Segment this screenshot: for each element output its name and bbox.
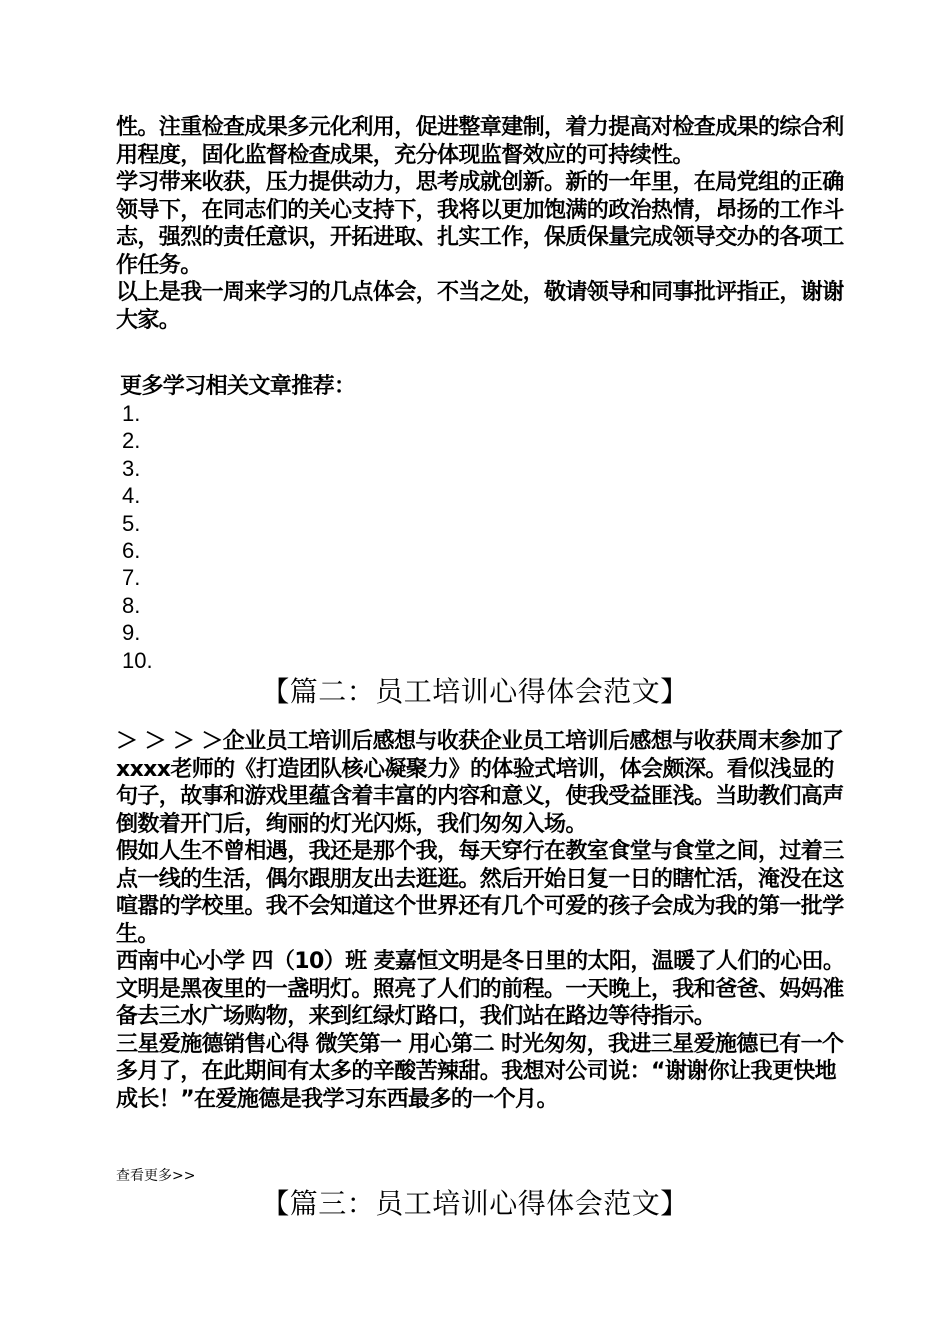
intro-paragraph: 以上是我一周来学习的几点体会，不当之处，敬请领导和同事批评指正，谢谢大家。 [116, 280, 844, 333]
list-item[interactable]: 10. [122, 647, 153, 673]
section-two-paragraph: 西南中心小学 四（10）班 麦嘉恒文明是冬日里的太阳，温暖了人们的心田。文明是黑夜里的一盏明灯。照亮了人们的前程。一天晚上，我和爸爸、妈妈准备去三水广场购物，来到红绿灯路口，我们站在路边等待指示。 [116, 949, 845, 1029]
more-articles-list [122, 400, 153, 674]
intro-text-block [116, 114, 851, 334]
list-item[interactable]: 2. [122, 428, 141, 454]
section-two-paragraph: 假如人生不曾相遇，我还是那个我，每天穿行在教室食堂与食堂之间，过着三点一线的生活，偶尔跟朋友出去逛逛。然后开始日复一日的瞎忙活，淹没在这喧嚣的学校里。我不会知道这个世界还有几个可爱的孩子会成为我的第一批学生。 [116, 839, 844, 947]
list-item[interactable]: 6. [122, 538, 141, 564]
intro-paragraph: 性。注重检查成果多元化利用，促进整章建制，着力提高对检查成果的综合利用程度，固化监督检查成果，充分体现监督效应的可持续性。 [116, 115, 844, 168]
section-two-title: 【篇二：员工培训心得体会范文】 [261, 675, 689, 708]
section-two-paragraph: 三星爱施德销售心得 微笑第一 用心第二 时光匆匆，我进三星爱施德已有一个多月了，在此期间有太多的辛酸苦辣甜。我想对公司说：“谢谢你让我更快地成长！”在爱施德是我学习东西最多的一个月。 [116, 1031, 844, 1112]
list-item[interactable]: 7. [122, 565, 141, 591]
list-item[interactable]: 8. [122, 592, 141, 618]
view-more-link[interactable]: 查看更多>> [116, 1168, 196, 1184]
section-three-title: 【篇三：员工培训心得体会范文】 [261, 1187, 689, 1220]
section-two-body [116, 728, 851, 1113]
list-item[interactable]: 1. [122, 401, 141, 426]
list-item[interactable]: 5. [122, 510, 141, 536]
list-item[interactable]: 3. [122, 455, 141, 481]
intro-paragraph: 学习带来收获，压力提供动力，思考成就创新。新的一年里，在局党组的正确领导下，在同志们的关心支持下，我将以更加饱满的政治热情，昂扬的工作斗志，强烈的责任意识，开拓进取、扎实工作，保质保量完成领导交办的各项工作任务。 [116, 170, 844, 278]
list-item[interactable]: 9. [122, 620, 141, 646]
more-articles-heading: 更多学习相关文章推荐： [120, 374, 356, 399]
section-two-paragraph: ＞ ＞ ＞ ＞企业员工培训后感想与收获企业员工培训后感想与收获周末参加了xxxx老师的《打造团队核心凝聚力》的体验式培训，体会颇深。看似浅显的句子，故事和游戏里蕴含着丰富的内容和意义，使我受益匪浅。当助教们高声倒数着开门后，绚丽的灯光闪烁，我们匆匆入场。 [116, 729, 844, 837]
list-item[interactable]: 4. [122, 483, 141, 509]
